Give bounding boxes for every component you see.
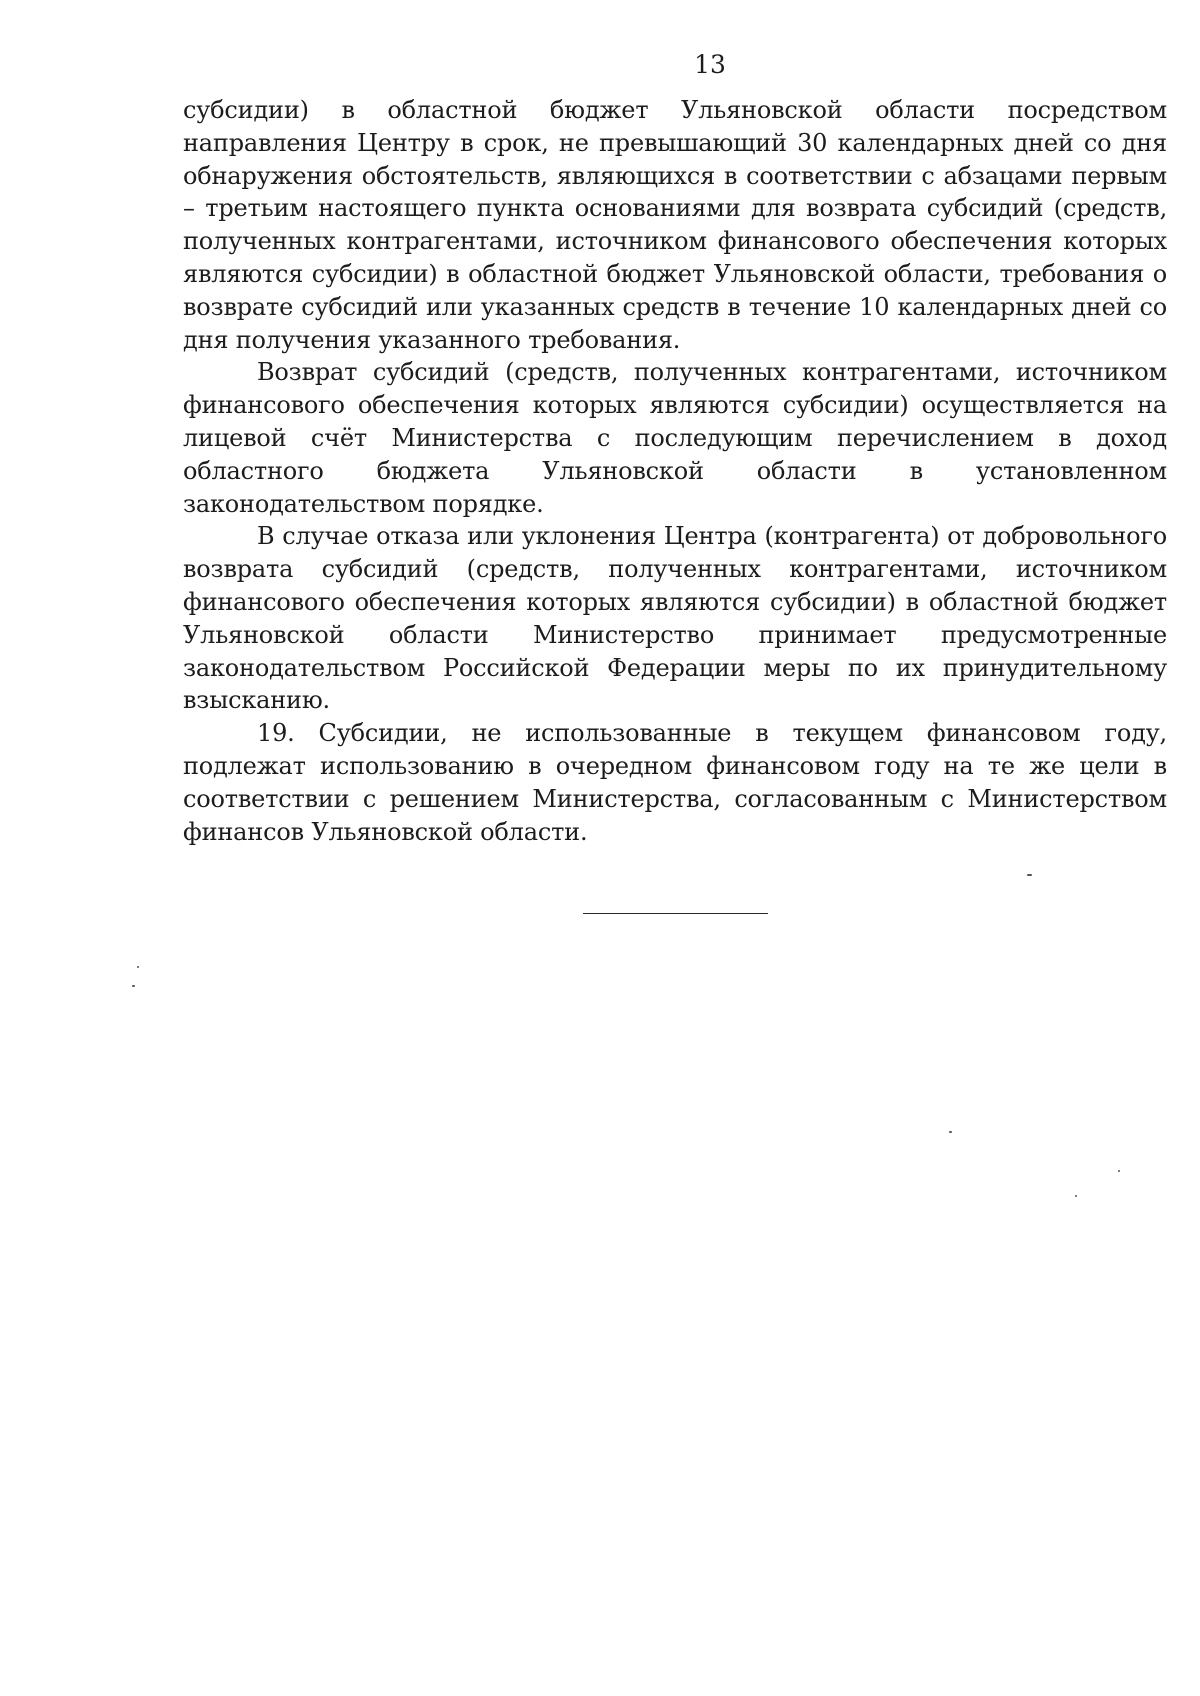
scan-speck xyxy=(1118,1170,1120,1172)
paragraph-refund-account: Возврат субсидий (средств, полученных контрагентами, источником финансового обеспечения которых являются субсидии) осуществляется на лицевой счёт Министерства с последующим перечислением в доход областного бюджета Ульяновской области в установленном законодательством порядке. xyxy=(183,358,1167,518)
paragraph-refusal-case: В случае отказа или уклонения Центра (контрагента) от добровольного возврата субсидий (средств, полученных контрагентами, источником финансового обеспечения которых являются субсидии) в областной бюджет Ульяновской области Министерство принимает предусмотренные законодательством Российской Федерации меры по их принудительному взысканию. xyxy=(183,522,1167,715)
document-body xyxy=(183,94,1167,848)
scan-speck xyxy=(137,966,139,968)
scan-speck xyxy=(949,1131,952,1133)
page-number: 13 xyxy=(694,50,726,79)
scan-speck xyxy=(1075,1195,1077,1197)
scan-speck xyxy=(132,985,135,987)
paragraph-clause-19: 19. Субсидии, не использованные в текущем финансовом году, подлежат использованию в очередном финансовом году на те же цели в соответствии с решением Министерства, согласованным с Министерством финансов Ульяновской области. xyxy=(183,719,1167,846)
scan-speck xyxy=(1027,874,1032,876)
paragraph-continuation: субсидии) в областной бюджет Ульяновской области посредством направления Центру в срок, не превышающий 30 календарных дней со дня обнаружения обстоятельств, являющихся в соответствии с абзацами первым – третьим настоящего пункта основаниями для возврата субсидий (средств, полученных контрагентами, источником финансового обеспечения которых являются субсидии) в областной бюджет Ульяновской области, требования о возврате субсидий или указанных средств в течение 10 календарных дней со дня получения указанного требования. xyxy=(183,96,1167,354)
end-of-text-rule xyxy=(583,913,768,914)
